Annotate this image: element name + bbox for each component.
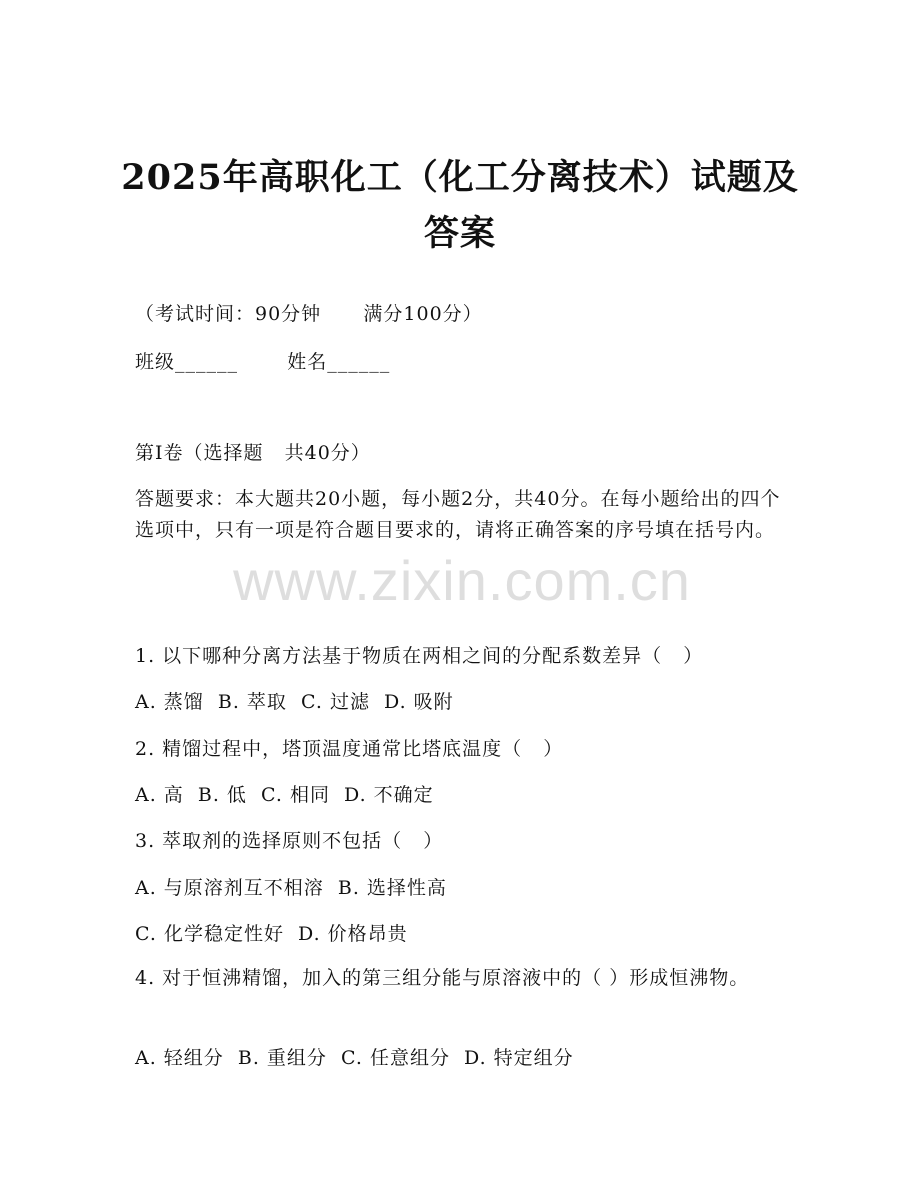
- question-1-options: A. 蒸馏 B. 萃取 C. 过滤 D. 吸附: [135, 691, 454, 713]
- section-instructions: 答题要求：本大题共20小题，每小题2分，共40分。在每小题给出的四个选项中，只有一项是符合题目要求的，请将正确答案的序号填在括号内。: [135, 488, 781, 541]
- question-3: 3. 萃取剂的选择原则不包括（ ）: [135, 830, 444, 852]
- question-2-options: A. 高 B. 低 C. 相同 D. 不确定: [135, 784, 434, 806]
- exam-info: （考试时间：90分钟 满分100分）: [135, 303, 483, 325]
- section-heading: 第Ⅰ卷（选择题 共40分）: [135, 442, 371, 464]
- document-title: 2025年高职化工（化工分离技术）试题及答案: [121, 157, 799, 254]
- question-4-options: A. 轻组分 B. 重组分 C. 任意组分 D. 特定组分: [135, 1047, 574, 1069]
- question-2: 2. 精馏过程中，塔顶温度通常比塔底温度（ ）: [135, 738, 564, 760]
- watermark: www.zixin.com.cn: [233, 549, 691, 612]
- question-1: 1. 以下哪种分离方法基于物质在两相之间的分配系数差异（ ）: [135, 645, 704, 667]
- question-3-options-b: C. 化学稳定性好 D. 价格昂贵: [135, 923, 408, 945]
- student-fields: 班级______ 姓名______: [135, 351, 391, 373]
- question-3-options-a: A. 与原溶剂互不相溶 B. 选择性高: [135, 877, 447, 899]
- question-4: 4. 对于恒沸精馏，加入的第三组分能与原溶液中的（ ）形成恒沸物。: [135, 967, 750, 989]
